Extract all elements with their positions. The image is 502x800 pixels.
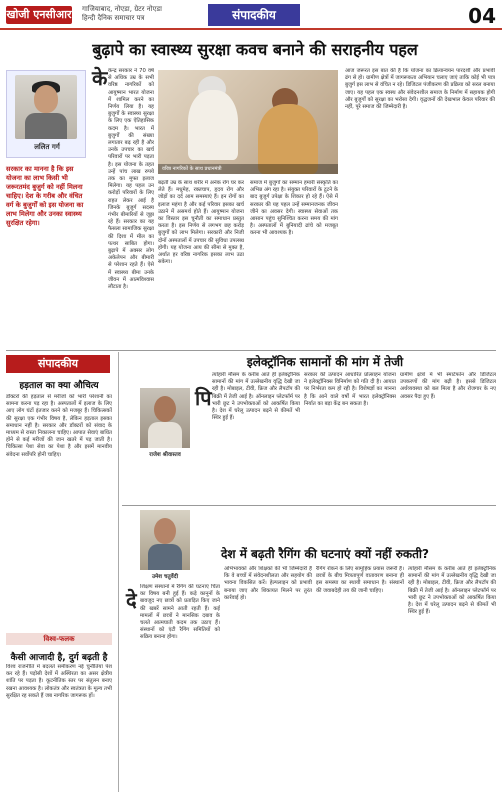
editorial-tab: संपादकीय [6,355,110,373]
dateline-line-2: हिन्दी दैनिक समाचार पत्र [82,14,145,22]
author-name: ललित गर्ग [34,143,60,151]
editorial-title: हड़ताल का क्या औचित्य [19,381,99,391]
sub-title: कैसी आजादी है, दुर्ग बढ़ती है [10,653,108,663]
article2-column-2: सरकार की उत्पादन आधारित प्रोत्साहन योजना ने इलेक्ट्रॉनिक्स विनिर्माण को गति दी है। आयात पर निर्भरता कम हो रही है। विशेषज्ञों का मानना है कि आने वाले वर्षों में भारत इलेक्ट्रॉनिक्स निर्यात का बड़ा केंद्र बन सकता है। [304,372,396,407]
dateline-line-1: गाजियाबाद, नोएडा, ग्रेटर नोएडा [82,5,162,13]
lead-headline: बुढ़ापे का स्वास्थ्य सुरक्षा कवच बनाने की सराहनीय पहल [92,40,418,59]
author-box [6,70,86,158]
article3-drop-cap: दे [126,588,137,612]
column-divider [118,352,119,792]
sub-section-head: विश्व-फलक [6,633,112,645]
page-number: 04 [468,4,496,28]
pull-quote: सरकार का मानना है कि इस योजना का लाभ किसी भी जरूरतमंद बुजुर्ग को नहीं मिलना चाहिए। देश के गरीब और वंचित वर्ग के बुजुर्गों को इस योजना का लाभ मिलेगा और उनका स्वास्थ्य सुरक्षित रहेगा। [6,165,84,227]
article3-column-2: अभिभावकों और शिक्षकों की भी जिम्मेदारी है कि वे बच्चों में संवेदनशीलता और सहयोग की भावना विकसित करें। हेल्पलाइन को प्रभावी बनाया जाए और शिकायत मिलने पर तुरंत कार्रवाई हो। [224,566,312,601]
editorial-body: डॉक्टरों की हड़ताल से मरीजों को भारी परेशानी का सामना करना पड़ रहा है। अस्पतालों में इलाज के लिए आए लोग घंटों इंतजार करने को मजबूर हैं। चिकित्सकों की सुरक्षा एक गंभीर विषय है, लेकिन हड़ताल इसका समाधान नहीं है। सरकार और डॉक्टरों को संवाद के माध्यम से रास्ता निकालना चाहिए। आपात सेवाएं बाधित होने से कई मरीजों की जान खतरे में पड़ जाती है। चिकित्सा पेशा सेवा का पेशा है और इसमें मानवीय संवेदना सर्वोपरि होनी चाहिए। [6,394,112,458]
newspaper-logo: खोजी एनसीआर [6,6,72,24]
photo-caption: वरिष्ठ नागरिकों के साथ प्रधानमंत्री [158,164,338,174]
article2-author-photo [140,388,190,448]
article2-column-1: त्योहारी मौसम के करीब आते ही इलेक्ट्रॉनिक सामानों की मांग में उल्लेखनीय वृद्धि देखी जा रही है। मोबाइल, टीवी, फ्रिज और लैपटॉप की बिक्री में तेजी आई है। ऑनलाइन प्लेटफॉर्म पर भारी छूट ने उपभोक्ताओं को आकर्षित किया है। देश में घरेलू उत्पादन बढ़ने से कीमतें भी स्थिर हुई हैं। [212,372,300,422]
article3-author-name: उमेश चतुर्वेदी [152,574,178,580]
lead-column-4: आज जरूरत इस बात की है कि योजना का क्रियान्वयन पारदर्शी और प्रभावी ढंग से हो। ग्रामीण क्षेत्रों में जागरूकता अभियान चलाए जाएं ताकि कोई भी पात्र बुजुर्ग इस लाभ से वंचित न रहे। डिजिटल पंजीकरण की प्रक्रिया को सरल बनाया जाए। यह पहल एक स्वस्थ और संवेदनशील समाज के निर्माण में सहायक होगी और बुजुर्गों को सुरक्षा का भरोसा देगी। वृद्धजनों की देखभाल केवल परिवार की नहीं, पूरे समाज की जिम्मेदारी है। [345,68,495,111]
article3-column-1: शिक्षण संस्थानों में रैगिंग की घटनाएं चिंता का विषय बनी हुई हैं। कड़े कानूनों के बावजूद नए छात्रों को प्रताड़ित किए जाने की खबरें सामने आती रहती हैं। कई मामलों में छात्रों ने मानसिक दबाव के चलते आत्मघाती कदम तक उठाए हैं। संस्थानों को एंटी रैगिंग समितियों को सक्रिय बनाना होगा। [140,584,220,641]
author-photo [15,75,77,139]
section-tab: संपादकीय [208,4,300,26]
article2-drop-cap: पि [195,386,212,410]
article2-column-3: ग्रामीण क्षेत्रों में भी स्मार्टफोन और डिजिटल उपकरणों की मांग बढ़ी है। इससे डिजिटल अर्थव्यवस्था को बल मिला है और रोजगार के नए अवसर पैदा हुए हैं। [400,372,496,400]
lead-photo [158,70,338,174]
lead-column-2: बढ़ती उम्र के साथ शरीर में अनेक रोग घर कर लेते हैं। मधुमेह, रक्तचाप, हृदय रोग और जोड़ों का दर्द आम समस्याएं हैं। इन रोगों का इलाज महंगा है और कई परिवार इसका खर्च उठाने में असमर्थ होते हैं। आयुष्मान योजना का विस्तार इस चुनौती का समाधान प्रस्तुत करता है। इस निर्णय से लगभग छह करोड़ बुजुर्गों को लाभ मिलेगा। सरकारी और निजी दोनों अस्पतालों में उपचार की सुविधा उपलब्ध होगी। यह योजना आय की सीमा से मुक्त है, अर्थात हर वरिष्ठ नागरिक इसका लाभ उठा सकेगा। [158,180,244,266]
article3-column-4: त्योहारी मौसम के करीब आते ही इलेक्ट्रॉनिक सामानों की मांग में उल्लेखनीय वृद्धि देखी जा रही है। मोबाइल, टीवी, फ्रिज और लैपटॉप की बिक्री में तेजी आई है। ऑनलाइन प्लेटफॉर्म पर भारी छूट ने उपभोक्ताओं को आकर्षित किया है। देश में घरेलू उत्पादन बढ़ने से कीमतें भी स्थिर हुई हैं। [408,566,496,616]
dateline [82,5,162,23]
drop-cap: के [92,66,108,90]
article-divider [122,505,496,506]
article2-headline: इलेक्ट्रॉनिक सामानों की मांग में तेजी [246,355,404,369]
lead-column-3: समाज में बुजुर्गों का सम्मान हमारी संस्कृति का अभिन्न अंग रहा है। संयुक्त परिवारों के टूटने के बाद बुजुर्ग उपेक्षा के शिकार हो रहे हैं। ऐसे में सरकार की यह पहल उन्हें सम्मानजनक जीवन जीने का अवसर देगी। स्वास्थ्य सेवाओं तक आसान पहुंच सुनिश्चित करना समय की मांग है। अस्पतालों में बुनियादी ढांचे को मजबूत करना भी आवश्यक है। [250,180,338,237]
section-divider [6,350,496,351]
sub-body: विश्व राजनीति में बदलते समीकरण नई चुनौतियां पेश कर रहे हैं। पड़ोसी देशों में अस्थिरता का असर क्षेत्रीय शांति पर पड़ता है। कूटनीतिक स्तर पर संतुलन बनाए रखना आवश्यक है। लोकतंत्र और स्वतंत्रता के मूल्य तभी सुरक्षित रह सकते हैं जब नागरिक जागरूक हों। [6,664,112,699]
article3-headline: देश में बढ़ती रैगिंग की घटनाएं क्यों नहीं रुकती? [220,547,429,561]
article2-author-name: राजेश श्रीवास्तव [149,452,181,458]
lead-column-1: केन्द्र सरकार ने 70 वर्ष से अधिक उम्र के सभी वरिष्ठ नागरिकों को आयुष्मान भारत योजना में शामिल करने का निर्णय लिया है। यह बुजुर्गों के स्वास्थ्य सुरक्षा के लिए एक ऐतिहासिक कदम है। भारत में बुजुर्गों की संख्या लगातार बढ़ रही है और उनके उपचार का खर्च परिवारों पर भारी पड़ता है। इस योजना के तहत उन्हें पांच लाख रुपये तक का मुफ्त इलाज मिलेगा। यह पहल उन करोड़ों परिवारों के लिए राहत लेकर आई है जिनके बुजुर्ग सदस्य गंभीर बीमारियों से जूझ रहे हैं। सरकार का यह फैसला सामाजिक सुरक्षा की दिशा में मील का पत्थर साबित होगा। बुढ़ापे में अक्सर लोग अकेलेपन और बीमारी से परेशान रहते हैं। ऐसे में स्वास्थ्य बीमा उनके जीवन में आत्मविश्वास लौटाता है। [108,68,154,291]
article3-column-3: रैगिंग रोकने के लिए सामूहिक प्रयास जरूरी है। छात्रों के बीच मित्रतापूर्ण वातावरण बनाना ही इस समस्या का स्थायी समाधान है। संस्थानों की जवाबदेही तय की जानी चाहिए। [316,566,404,594]
masthead [0,0,502,30]
